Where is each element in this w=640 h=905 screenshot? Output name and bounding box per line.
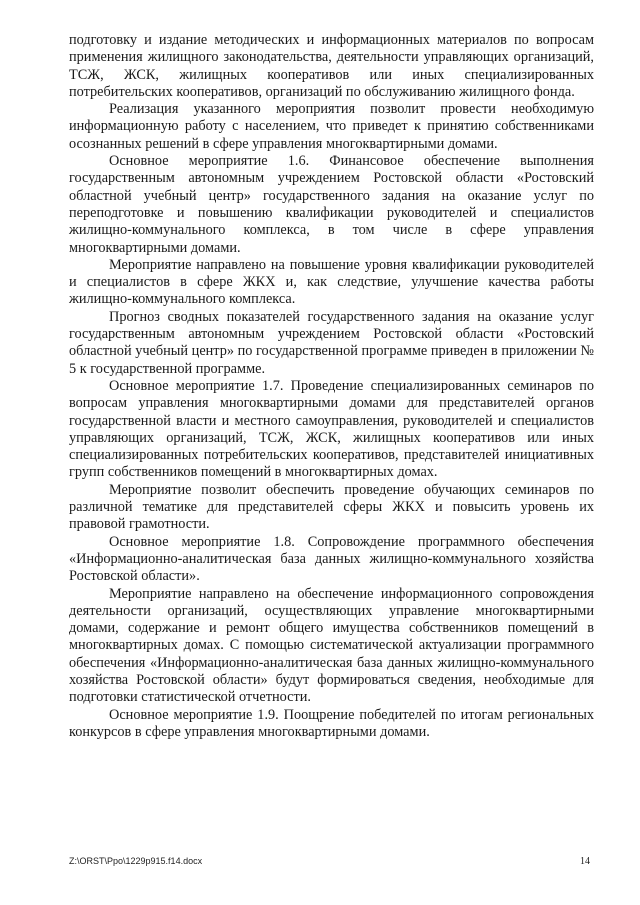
document-body [69,32,594,741]
paragraph-state-task-forecast: Прогноз сводных показателей государственного задания на оказание услуг государственным автономным учреждением Ростовской области «Ростовский областной учебный центр» по государственной программе приведен в приложении № 5 к государственной программе. [69,308,594,377]
paragraph-measure-1-7: Основное мероприятие 1.7. Проведение специализированных семинаров по вопросам управления многоквартирными домами для представителей органов государственной власти и местного самоуправления, руководителей и специалистов управляющих организаций, ТСЖ, ЖСК, жилищных кооперативов или иных специализированных потребительских кооперативов, представителей инициативных групп собственников помещений в многоквартирных домах. [69,377,594,481]
paragraph-measure-1-7-purpose: Мероприятие позволит обеспечить проведение обучающих семинаров по различной тематике для представителей сферы ЖКХ и повысить уровень их правовой грамотности. [69,481,594,533]
paragraph-measure-1-8: Основное мероприятие 1.8. Сопровождение программного обеспечения «Информационно-аналитическая база данных жилищно-коммунального хозяйства Ростовской области». [69,533,594,585]
paragraph-measure-1-6: Основное мероприятие 1.6. Финансовое обеспечение выполнения государственным автономным учреждением Ростовской области «Ростовский областной учебный центр» государственного задания на оказание услуг по переподготовке и повышению квалификации руководителей и специалистов жилищно-коммунального комплекса, в том числе в сфере управления многоквартирными домами. [69,153,594,256]
paragraph-intro-continuation: подготовку и издание методических и информационных материалов по вопросам применения жилищного законодательства, деятельности управляющих организаций, ТСЖ, ЖСК, жилищных кооперативов или иных специализированных потребительских кооперативов, организаций по обслуживанию жилищного фонда. [69,32,594,100]
page-number: 14 [580,856,590,867]
paragraph-measure-1-9: Основное мероприятие 1.9. Поощрение победителей по итогам региональных конкурсов в сфере управления многоквартирными домами. [69,706,594,740]
paragraph-measure-1-8-purpose: Мероприятие направлено на обеспечение информационного сопровождения деятельности организаций, осуществляющих управление многоквартирными домами, содержание и ремонт общего имущества собственников помещений в многоквартирных домах. С помощью систематической актуализации программного обеспечения «Информационно-аналитическая база данных жилищно-коммунального хозяйства Ростовской области» будут формироваться сведения, необходимые для подготовки статистической отчетности. [69,585,594,706]
footer-file-path: Z:\ORST\Ppo\1229p915.f14.docx [69,856,203,866]
paragraph-measure-1-6-purpose: Мероприятие направлено на повышение уровня квалификации руководителей и специалистов в сфере ЖКХ и, как следствие, улучшение качества работы жилищно-коммунального комплекса. [69,256,594,308]
paragraph-effect-of-measure: Реализация указанного мероприятия позволит провести необходимую информационную работу с населением, что приведет к принятию собственниками осознанных решений в сфере управления многоквартирными домами. [69,101,594,152]
